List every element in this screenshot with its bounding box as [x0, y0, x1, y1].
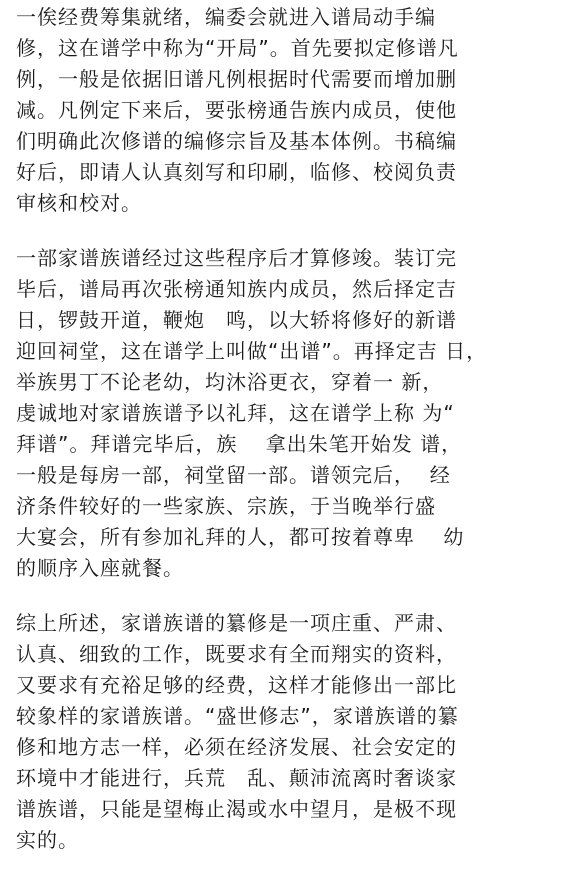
text-line: 修，这在谱学中称为“开局”。首先要拟定修谱凡 [16, 36, 459, 60]
article-body [16, 2, 564, 880]
text-line: 们明确此次修谱的编修宗旨及基本体例。书稿编 [16, 129, 457, 153]
text-line: 迎回祠堂，这在谱学上叫做“出谱”。再择定吉 日， [16, 339, 488, 363]
paragraph-completion-ceremony [16, 243, 564, 584]
text-line: 一俟经费筹集就绪，编委会就进入谱局动手编 [16, 5, 436, 29]
text-line: 一般是每房一部，祠堂留一部。谱领完后， 经 [16, 463, 451, 487]
paragraph-summary [16, 608, 564, 856]
text-line: 又要求有充裕足够的经费，这样才能修出一部比 [16, 673, 457, 697]
text-line: 大宴会，所有参加礼拜的人，都可按着尊卑 幼 [16, 525, 465, 549]
text-line: 好后，即请人认真刻写和印刷，临修、校阅负责 [16, 160, 457, 184]
text-line: 济条件较好的一些家族、宗族，于当晚举行盛 [16, 494, 436, 518]
text-line: 日，锣鼓开道，鞭炮 鸣，以大轿将修好的新谱 [16, 308, 457, 332]
text-line: 例，一般是依据旧谱凡例根据时代需要而增加删 [16, 67, 457, 91]
text-line: 虔诚地对家谱族谱予以礼拜，这在谱学上称 为“ [16, 401, 455, 425]
text-line: 举族男丁不论老幼，均沐浴更衣，穿着一 新， [16, 370, 444, 394]
paragraph-opening-ceremony [16, 2, 564, 219]
text-line: 拜谱”。拜谱完毕后，族 拿出朱笔开始发 谱， [16, 432, 463, 456]
text-line: 减。凡例定下来后，要张榜通告族内成员，使他 [16, 98, 457, 122]
text-line: 修和地方志一样，必须在经济发展、社会安定的 [16, 735, 457, 759]
text-line: 的顺序入座就餐。 [16, 556, 184, 580]
text-line: 较象样的家谱族谱。“盛世修志”，家谱族谱的纂 [16, 704, 459, 728]
text-line: 综上所述，家谱族谱的纂修是一项庄重、严肃、 [16, 611, 457, 635]
text-line: 认真、细致的工作，既要求有全而翔实的资料， [16, 642, 457, 666]
text-line: 谱族谱，只能是望梅止渴或水中望月，是极不现 [16, 797, 457, 821]
text-line: 实的。 [16, 828, 79, 852]
text-line: 环境中才能进行，兵荒 乱、颠沛流离时奢谈家 [16, 766, 457, 790]
text-line: 一部家谱族谱经过这些程序后才算修竣。装订完 [16, 246, 457, 270]
text-line: 毕后，谱局再次张榜通知族内成员，然后择定吉 [16, 277, 457, 301]
text-line: 审核和校对。 [16, 191, 142, 215]
